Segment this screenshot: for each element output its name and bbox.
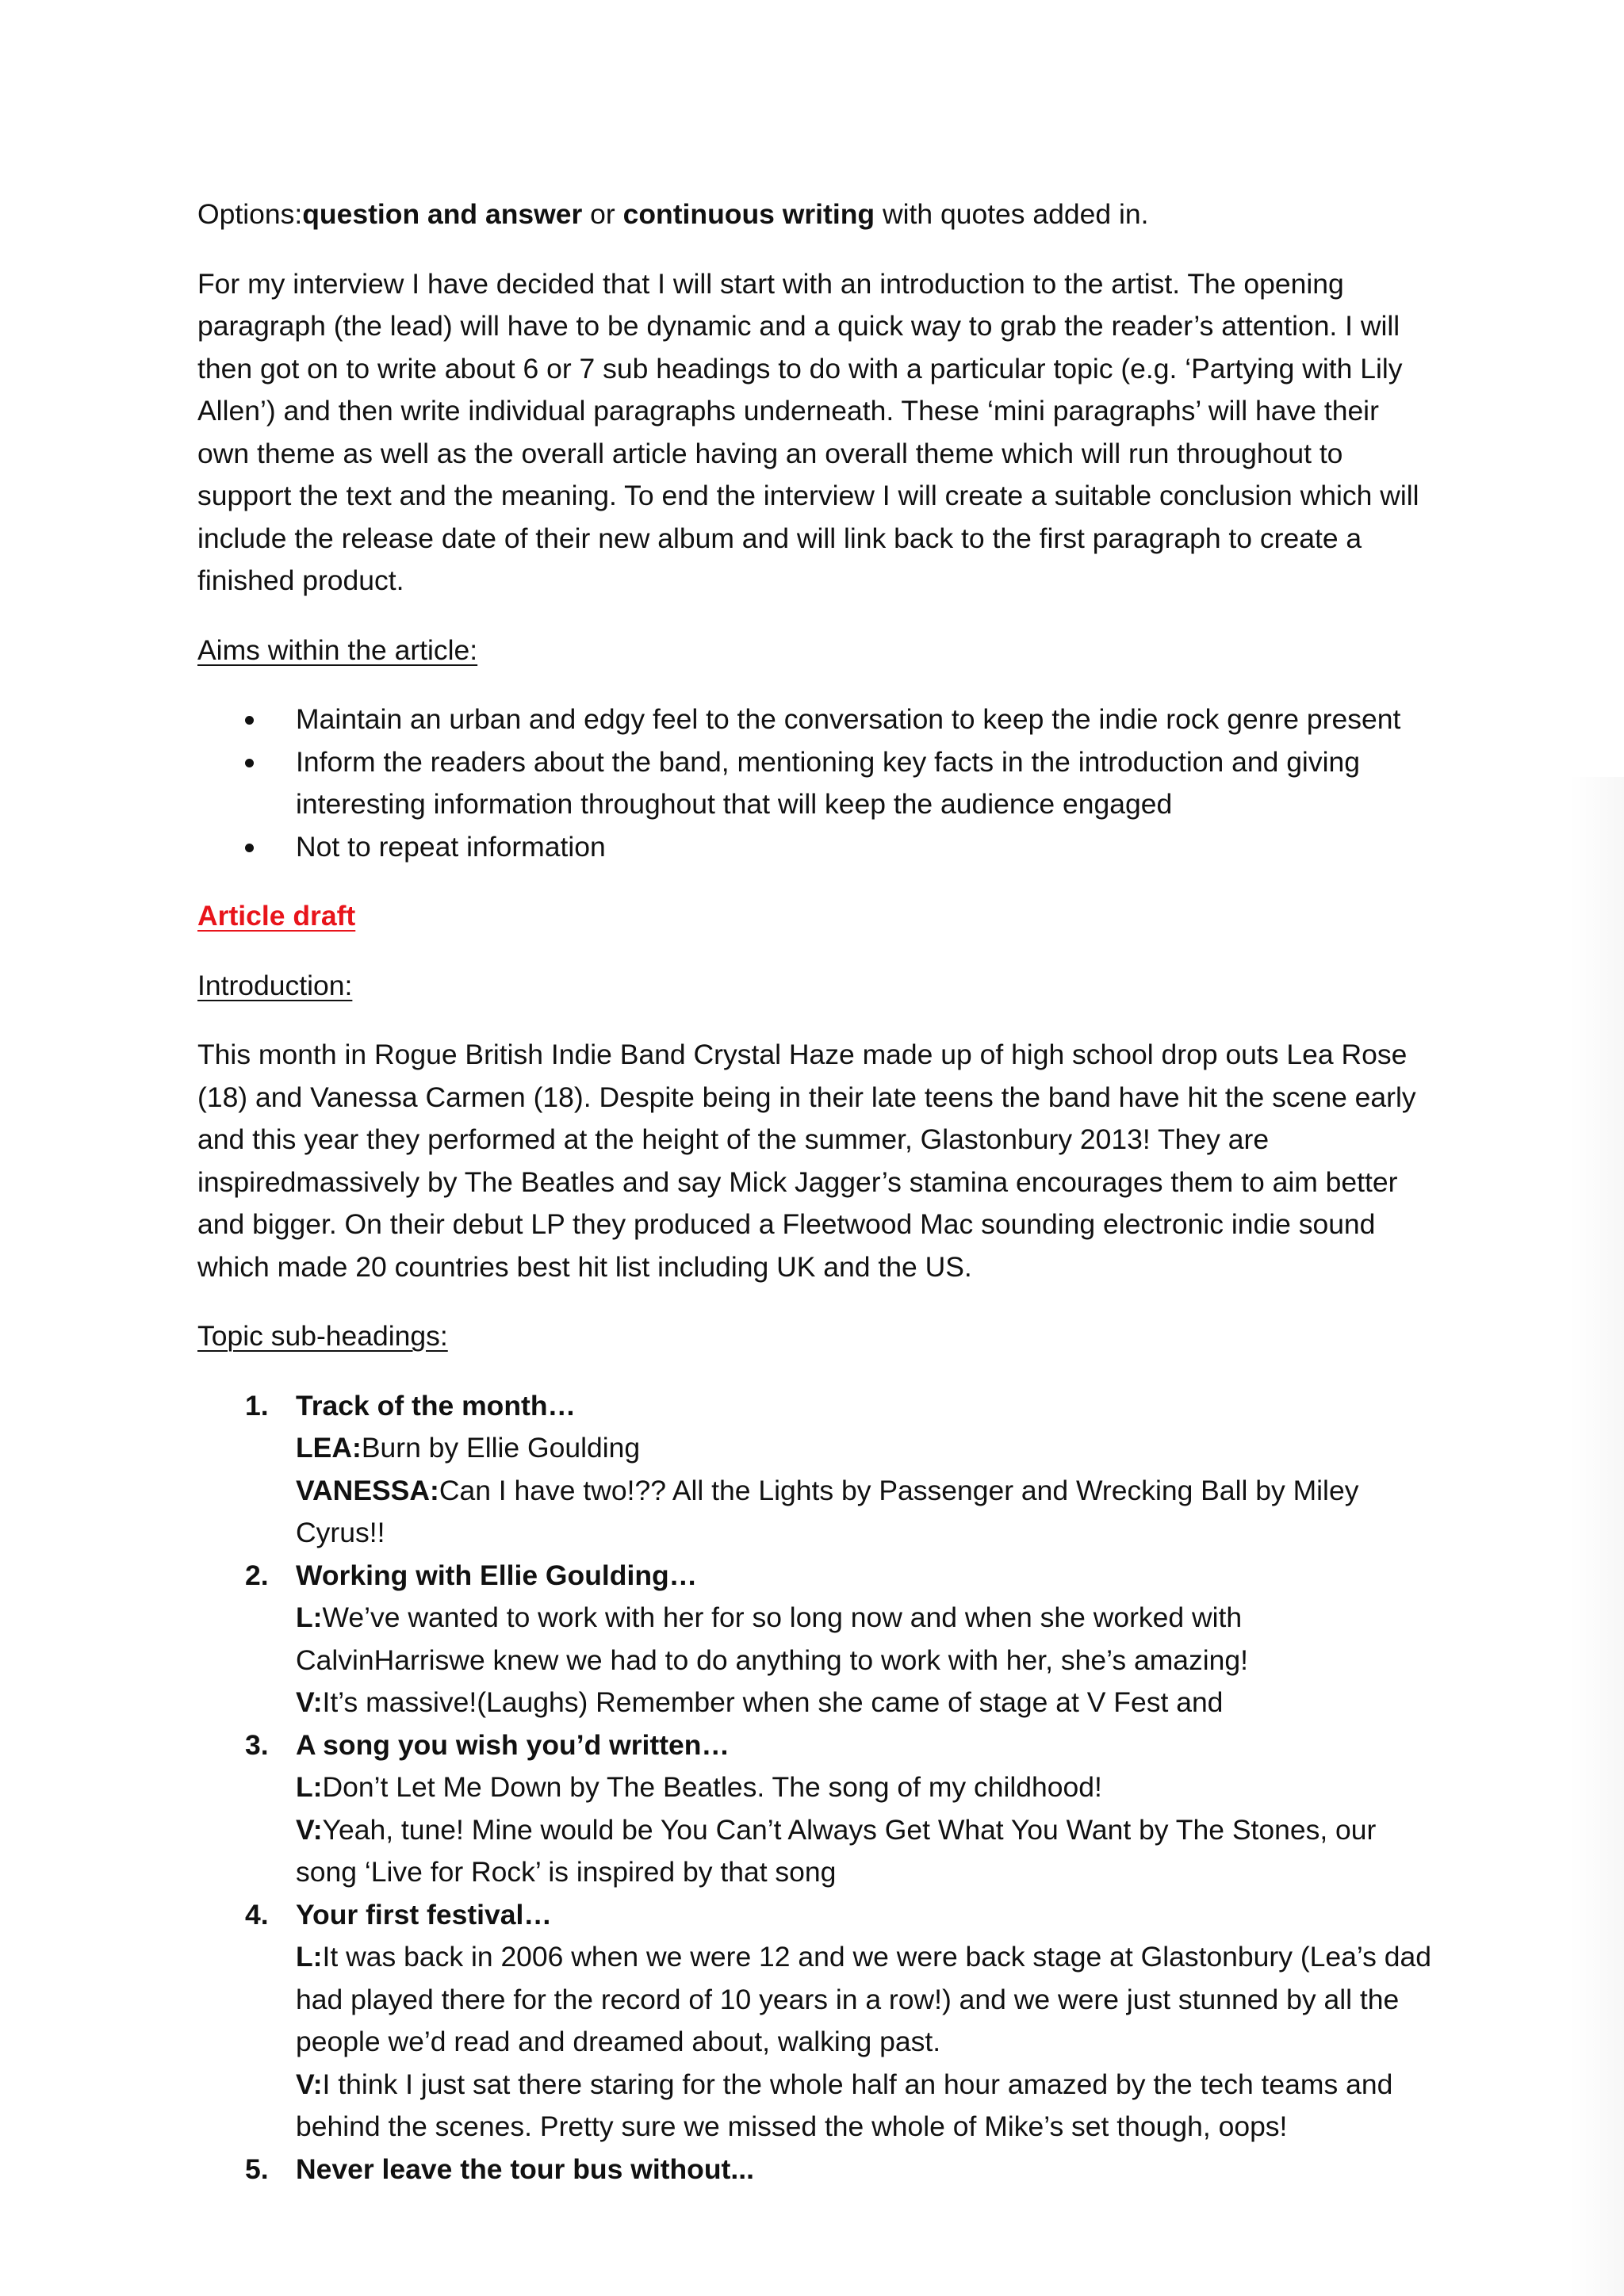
topic-item — [197, 1724, 1434, 1894]
speaker-label: L: — [296, 1941, 323, 1973]
answer-text: It was back in 2006 when we were 12 and we were back stage at Glastonbury (Lea’s dad had played there for the record of 10 years in a row!) and we were just stunned by all the people we’d read and dreamed about, walking past. — [296, 1941, 1431, 2057]
answer-text: Don’t Let Me Down by The Beatles. The song of my childhood! — [322, 1771, 1102, 1803]
topic-title: A song you wish you’d written… — [296, 1728, 730, 1761]
topic-number: 2. — [245, 1559, 269, 1591]
introduction-text: This month in Rogue British Indie Band Crystal Haze made up of high school drop outs Lea Rose (18) and Vanessa Carmen (18). Despite being in their late teens the band have hit the scene early and this year they performed at the height of the summer, Glastonbury 2013! They are inspiredmassively by The Beatles and say Mick Jagger’s stamina encourages them to aim better and bigger. On their debut LP they produced a Fleetwood Mac sounding electronic indie sound which made 20 countries best hit list including UK and the US. — [197, 1039, 1416, 1283]
topics-list — [197, 1385, 1434, 2191]
speaker-label: V: — [296, 2068, 323, 2100]
answer-text: It’s massive!(Laughs) Remember when she came of stage at V Fest and — [322, 1686, 1224, 1718]
answer-line — [296, 1470, 1434, 1555]
aims-list-item: Maintain an urban and edgy feel to the conversation to keep the indie rock genre present — [197, 698, 1434, 741]
answer-line — [296, 2064, 1434, 2149]
topic-number: 4. — [245, 1898, 269, 1931]
topic-item — [197, 1555, 1434, 1724]
answer-line — [296, 1809, 1434, 1894]
aims-heading: Aims within the article: — [197, 633, 478, 666]
speaker-label: VANESSA: — [296, 1474, 439, 1506]
document-page — [197, 193, 1434, 2191]
article-draft-heading: Article draft — [197, 900, 356, 932]
aims-list-item: Inform the readers about the band, mentioning key facts in the introduction and giving interesting information throughout that will keep the audience engaged — [197, 741, 1434, 826]
introduction-heading: Introduction: — [197, 969, 353, 1001]
aims-list-item: Not to repeat information — [197, 826, 1434, 869]
topic-item — [197, 1385, 1434, 1555]
page-edge-shadow — [1568, 777, 1624, 2296]
options-line — [197, 193, 1434, 236]
topic-title: Track of the month… — [296, 1389, 576, 1422]
answer-text: Burn by Ellie Goulding — [361, 1432, 641, 1464]
speaker-label: LEA: — [296, 1432, 362, 1464]
bullet-icon — [245, 759, 254, 767]
topics-heading: Topic sub-headings: — [197, 1320, 448, 1352]
topic-number: 3. — [245, 1728, 269, 1761]
answer-line — [296, 1766, 1434, 1809]
answer-line — [296, 1597, 1434, 1682]
answer-line — [296, 1682, 1434, 1724]
bullet-icon — [245, 844, 254, 852]
options-or: or — [582, 198, 623, 230]
answer-text: Can I have two!?? All the Lights by Passenger and Wrecking Ball by Miley Cyrus!! — [296, 1474, 1359, 1548]
topic-number: 1. — [245, 1389, 269, 1422]
speaker-label: L: — [296, 1601, 323, 1633]
topic-title: Working with Ellie Goulding… — [296, 1559, 698, 1591]
answer-line — [296, 1936, 1434, 2064]
answer-line — [296, 1427, 1434, 1470]
topic-title: Never leave the tour bus without... — [296, 2152, 754, 2185]
answer-text: We’ve wanted to work with her for so long now and when she worked with CalvinHarriswe knew we had to do anything to work with her, she’s amazing! — [296, 1601, 1249, 1676]
speaker-label: V: — [296, 1686, 323, 1718]
options-prefix: Options: — [197, 198, 303, 230]
option-question-answer: question and answer — [302, 198, 583, 230]
topic-item — [197, 1894, 1434, 2149]
topic-number: 5. — [245, 2152, 269, 2185]
option-continuous-writing: continuous writing — [622, 198, 875, 230]
answer-text: I think I just sat there staring for the whole half an hour amazed by the tech teams and behind the scenes. Pretty sure we missed the whole of Mike’s set though, oops! — [296, 2068, 1393, 2142]
bullet-icon — [245, 716, 254, 725]
options-suffix: with quotes added in. — [875, 198, 1149, 230]
topic-title: Your first festival… — [296, 1898, 552, 1931]
aims-list — [197, 698, 1434, 868]
speaker-label: V: — [296, 1813, 323, 1846]
topic-item — [197, 2149, 1434, 2191]
speaker-label: L: — [296, 1771, 323, 1803]
answer-text: Yeah, tune! Mine would be You Can’t Always Get What You Want by The Stones, our song ‘Live for Rock’ is inspired by that song — [296, 1813, 1377, 1888]
plan-paragraph: For my interview I have decided that I will start with an introduction to the artist. The opening paragraph (the lead) will have to be dynamic and a quick way to grab the reader’s attention. I will then got on to write about 6 or 7 sub headings to do with a particular topic (e.g. ‘Partying with Lily Allen’) and then write individual paragraphs underneath. These ‘mini paragraphs’ will have their own theme as well as the overall article having an overall theme which will run throughout to support the text and the meaning. To end the interview I will create a suitable conclusion which will include the release date of their new album and will link back to the first paragraph to create a finished product. — [197, 267, 1419, 596]
